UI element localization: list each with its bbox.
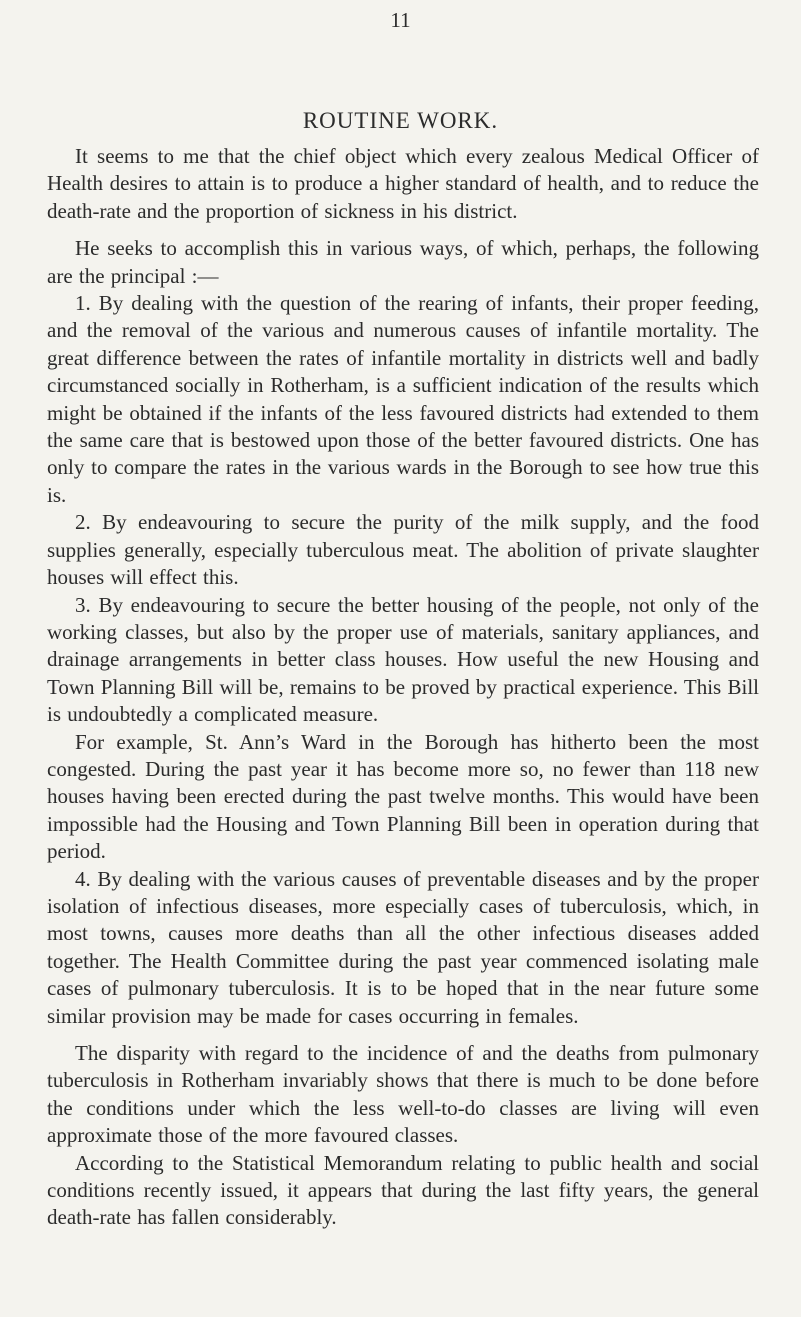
paragraph-item-1-infants: 1. By dealing with the question of the rearing of infants, their proper feeding, and the removal of the various and numerous causes of infantile mortality. The great difference between the rates of infantile mortality in districts well and badly circumstanced socially in Rotherham, is a sufficient indication of the results which might be obtained if the infants of the less favoured districts had extended to them the same care that is bestowed upon those of the better favoured districts. One has only to compare the rates in the various wards in the Borough to see how true this is. [47, 291, 759, 507]
paragraph-disparity: The disparity with regard to the incidence of and the deaths from pulmonary tuberculosis in Rotherham invariably shows that there is much to be done before the conditions under which the less well-to-do classes are living will even approximate those of the more favoured classes. [47, 1041, 759, 1148]
paragraph-memorandum: According to the Statistical Memorandum relating to public health and social conditions recently issued, it appears that during the last fifty years, the general death-rate has fallen considerably. [47, 1150, 759, 1230]
paragraph-item-4-diseases: 4. By dealing with the various causes of preventable diseases and by the proper isolation of infectious diseases, more especially cases of tuberculosis, which, in most towns, causes more deaths than all the other infectious diseases added together. The Health Committee during the past year commenced isolating male cases of pulmonary tuberculosis. It is to be hoped that in the near future some similar provision may be made for cases occurring in females. [47, 866, 759, 1028]
paragraph-example-st-anns: For example, St. Ann’s Ward in the Borough has hitherto been the most congested. During the past year it has become more so, no fewer than 118 new houses having been erected during the past twelve months. This would have been impossible had the Housing and Town Planning Bill been in operation during that period. [47, 729, 759, 864]
paragraph-item-3-housing: 3. By endeavouring to secure the better housing of the people, not only of the working classes, but also by the proper use of materials, sanitary appliances, and drainage arrangements in better class houses. How useful the new Housing and Town Planning Bill will be, remains to be proved by practical experience. This Bill is undoubtedly a complicated measure. [47, 592, 759, 727]
paragraph-item-2-food: 2. By endeavouring to secure the purity of the milk supply, and the food supplies generally, especially tuberculous meat. The abolition of private slaughter houses will effect this. [47, 510, 759, 590]
section-heading: ROUTINE WORK. [302, 108, 499, 133]
body-text [47, 143, 759, 1232]
paragraph-intro: It seems to me that the chief object which every zealous Medical Officer of Health desires to attain is to produce a higher standard of health, and to reduce the death-rate and the proportion of sickness in his district. [47, 144, 759, 223]
paragraph-methods: He seeks to accomplish this in various ways, of which, perhaps, the following are the principal :— [47, 236, 759, 288]
page-number: 11 [390, 8, 411, 32]
